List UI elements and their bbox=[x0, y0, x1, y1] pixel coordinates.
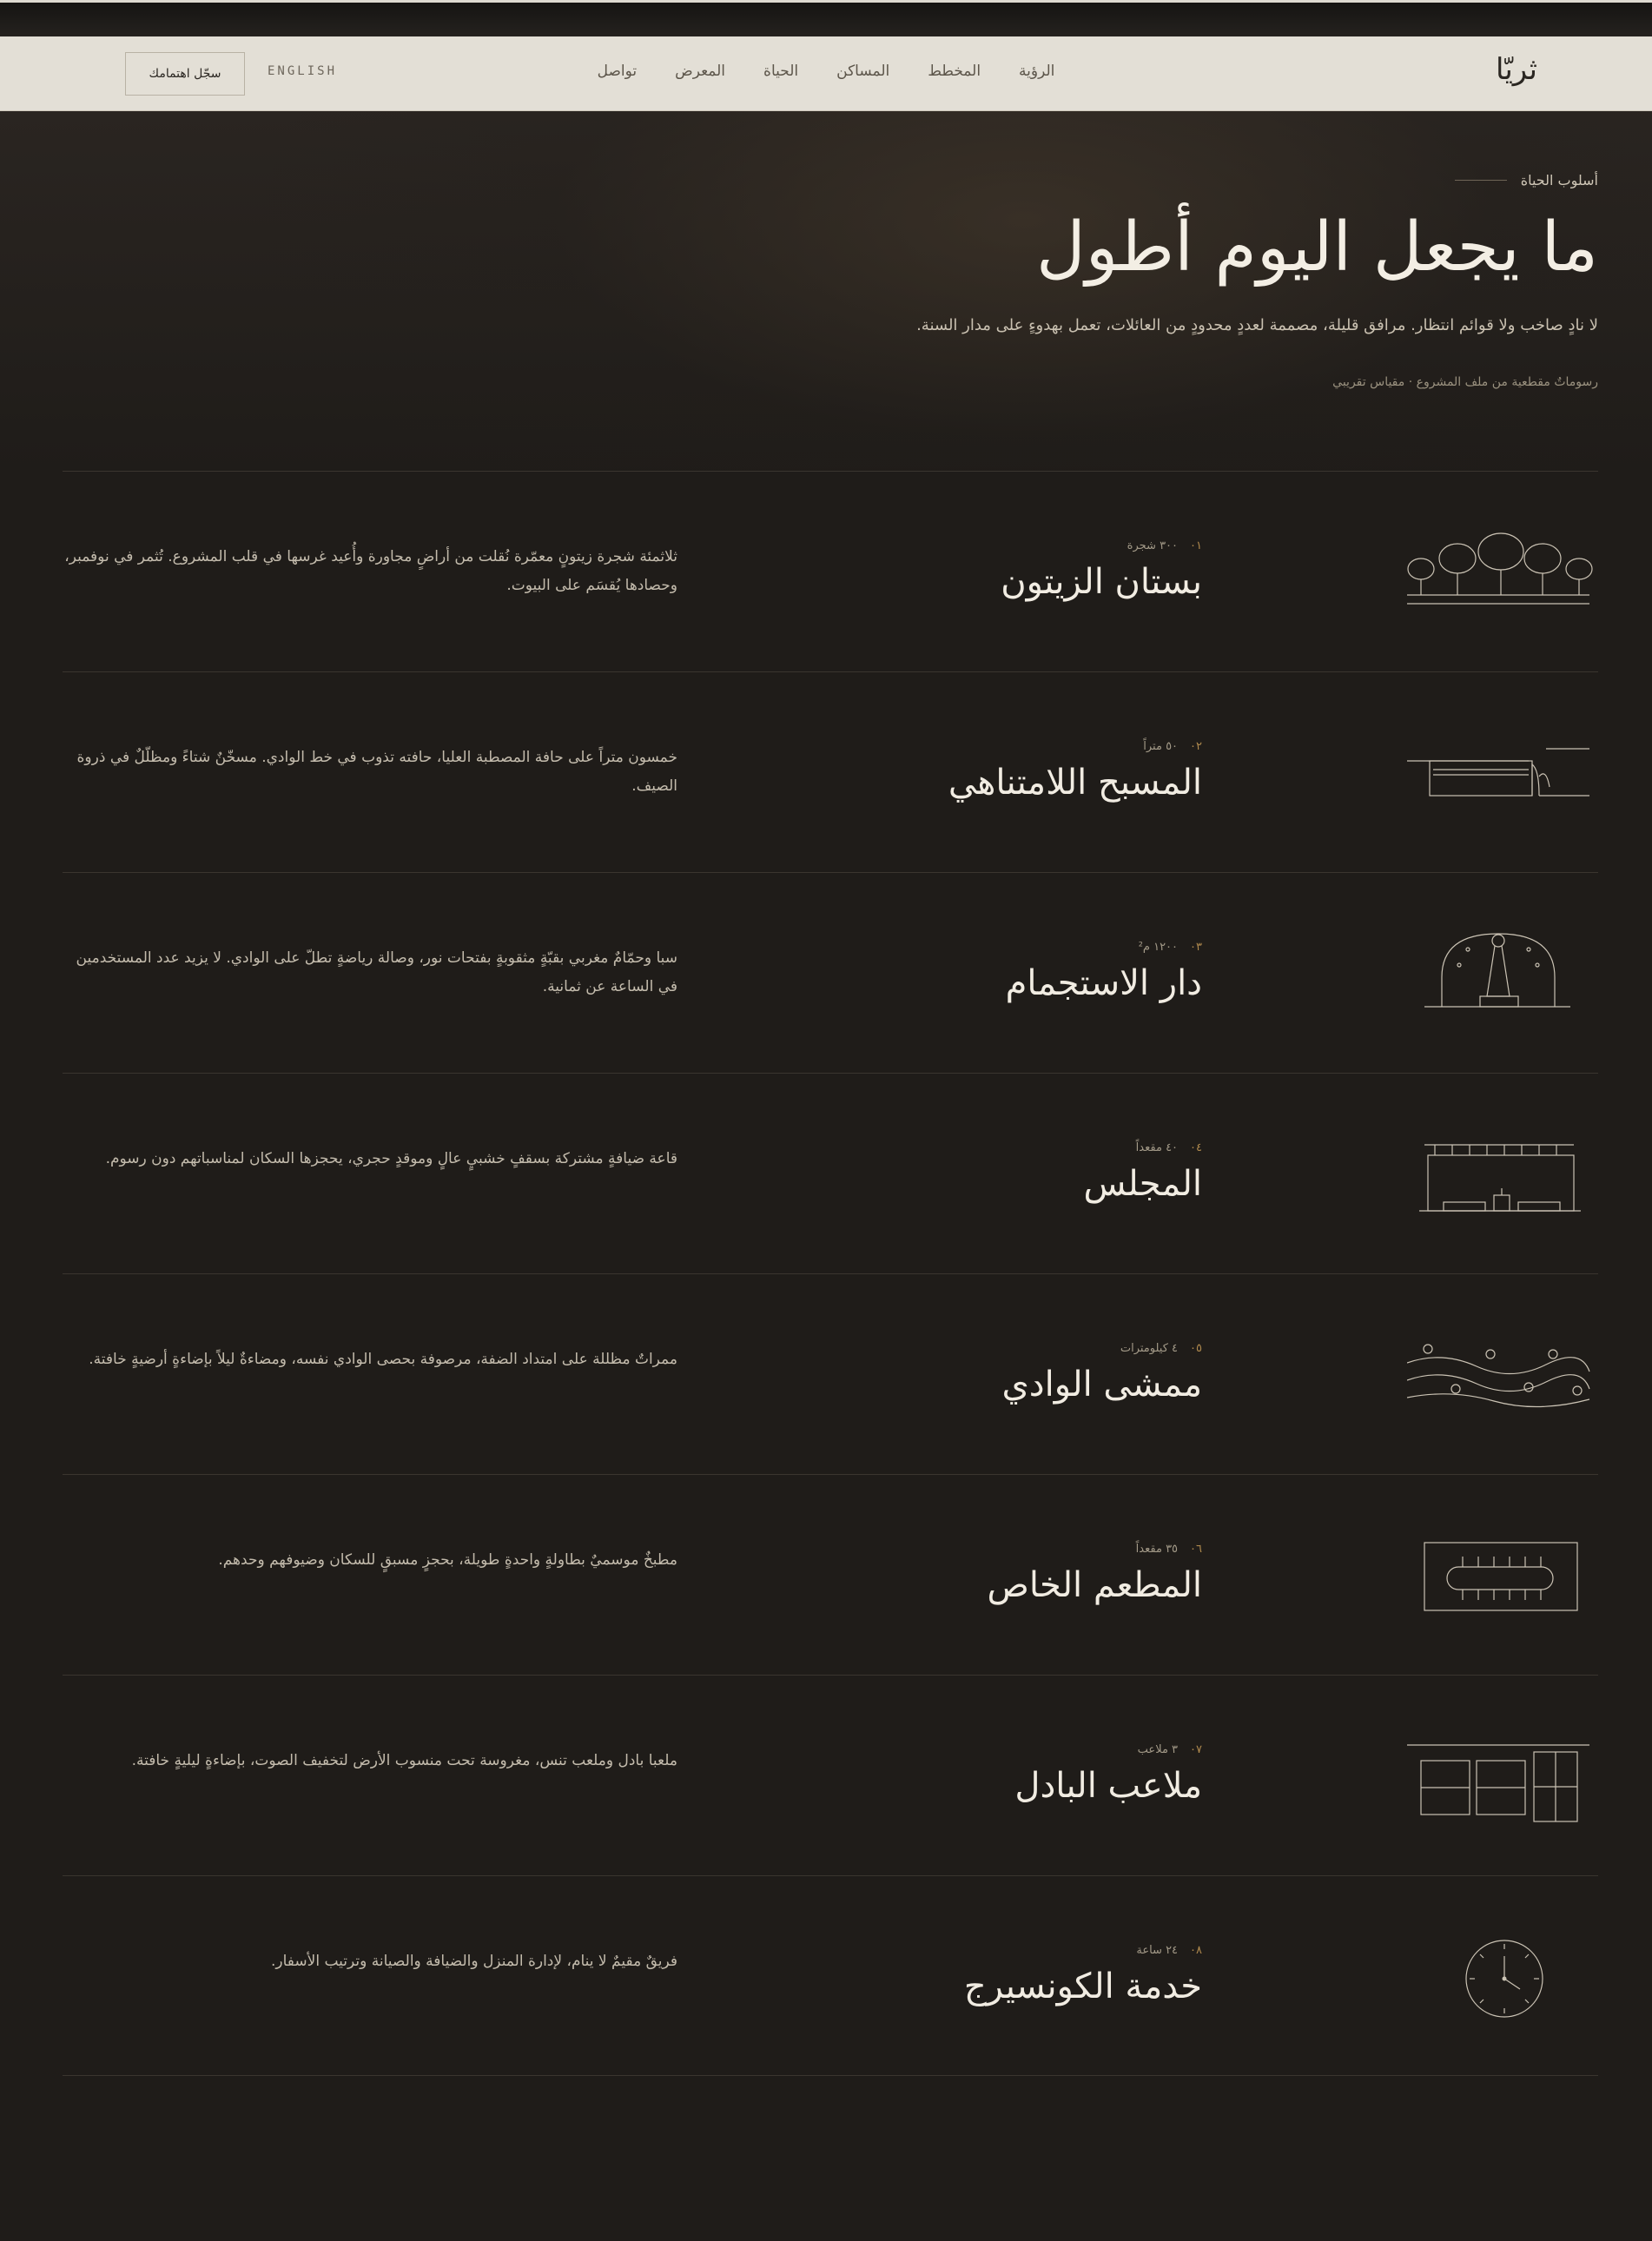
amenity-number: ٠٨ bbox=[1190, 1944, 1202, 1957]
amenity-description: ثلاثمئة شجرة زيتونٍ معمّرة نُقلت من أراضٍ مجاورة وأُعيد غرسها في قلب المشروع. تُثمر في نوفمبر، وحصادها يُقسَم على البيوت. bbox=[64, 548, 677, 594]
amenity-number: ٠٢ bbox=[1190, 740, 1202, 753]
amenity-metric: ٢٤ ساعة bbox=[1136, 1944, 1179, 1957]
hero-note: رسوماتٌ مقطعية من ملف المشروع · مقياس تقريبي bbox=[1332, 375, 1598, 389]
amenity-title: المجلس bbox=[1083, 1164, 1202, 1204]
amenity-row bbox=[63, 872, 1598, 1073]
logo[interactable]: ثريّا bbox=[1495, 52, 1537, 87]
amenity-title: بستان الزيتون bbox=[1001, 562, 1202, 602]
hall-icon bbox=[1407, 1126, 1598, 1223]
amenity-number: ٠٥ bbox=[1190, 1342, 1202, 1355]
amenity-description: ممراتٌ مظللة على امتداد الضفة، مرصوفة بحصى الوادي نفسه، ومضاءةٌ ليلاً بإضاءةٍ أرضيةٍ خافتة. bbox=[89, 1351, 677, 1368]
amenity-description: ملعبا بادل وملعب تنس، مغروسة تحت منسوب الأرض لتخفيف الصوت، بإضاءةٍ ليليةٍ خافتة. bbox=[131, 1752, 677, 1769]
amenity-metric: ٣ ملاعب bbox=[1137, 1743, 1179, 1756]
amenities-list bbox=[63, 471, 1598, 2076]
amenity-meta bbox=[1138, 1743, 1202, 1756]
amenity-row bbox=[63, 471, 1598, 671]
table-icon bbox=[1407, 1527, 1598, 1624]
amenity-row bbox=[63, 671, 1598, 872]
hero bbox=[0, 111, 1652, 472]
amenity-title: خدمة الكونسيرج bbox=[963, 1967, 1202, 2006]
amenity-meta bbox=[1136, 1141, 1202, 1154]
nav-link-residences[interactable]: المساكن bbox=[836, 63, 890, 80]
amenity-row bbox=[63, 1073, 1598, 1273]
page-title: ما يجعل اليوم أطول bbox=[1036, 208, 1598, 287]
nav-link-contact[interactable]: تواصل bbox=[597, 63, 638, 80]
amenity-meta bbox=[1136, 1543, 1202, 1556]
amenity-meta bbox=[1120, 1342, 1202, 1355]
eyebrow-divider bbox=[1455, 180, 1507, 181]
dome-icon bbox=[1407, 925, 1598, 1022]
amenity-row bbox=[63, 1474, 1598, 1675]
amenity-number: ٠٤ bbox=[1190, 1141, 1202, 1154]
amenity-title: ملاعب البادل bbox=[1014, 1766, 1202, 1806]
amenity-row bbox=[63, 1675, 1598, 1875]
olive-trees-icon bbox=[1407, 524, 1598, 621]
amenity-meta bbox=[1143, 740, 1202, 753]
amenity-number: ٠١ bbox=[1190, 539, 1202, 552]
amenity-metric: ٥٠ متراً bbox=[1143, 740, 1179, 753]
amenity-meta bbox=[1136, 1944, 1202, 1957]
hero-subtitle: لا نادٍ صاخب ولا قوائم انتظار. مرافق قليلة، مصممة لعددٍ محدودٍ من العائلات، تعمل بهدوءٍ على مدار السنة. bbox=[916, 316, 1598, 334]
amenity-number: ٠٦ bbox=[1190, 1543, 1202, 1556]
amenity-description: قاعة ضيافةٍ مشتركة بسقفٍ خشبيٍ عالٍ وموقدٍ حجري، يحجزها السكان لمناسباتهم دون رسوم. bbox=[105, 1150, 677, 1167]
eyebrow-label: أسلوب الحياة bbox=[1520, 172, 1598, 188]
language-switch[interactable]: ENGLISH bbox=[268, 64, 338, 78]
courts-icon bbox=[1407, 1728, 1598, 1825]
amenity-row bbox=[63, 1273, 1598, 1474]
nav-link-masterplan[interactable]: المخطط bbox=[928, 63, 981, 80]
trail-icon bbox=[1407, 1326, 1598, 1424]
top-strip bbox=[0, 0, 1652, 36]
amenity-number: ٠٣ bbox=[1190, 941, 1202, 954]
amenity-title: دار الاستجمام bbox=[1005, 963, 1202, 1003]
amenity-metric: ٤ كيلومترات bbox=[1120, 1342, 1179, 1355]
amenity-metric: ٣٠٠ شجرة bbox=[1127, 539, 1179, 552]
amenity-metric: ١٢٠٠ م² bbox=[1138, 941, 1179, 954]
amenity-row bbox=[63, 1875, 1598, 2076]
amenity-meta bbox=[1127, 539, 1202, 552]
amenity-description: فريقٌ مقيمٌ لا ينام، لإدارة المنزل والضيافة والصيانة وترتيب الأسفار. bbox=[271, 1953, 677, 1970]
amenity-metric: ٣٥ مقعداً bbox=[1135, 1543, 1179, 1556]
amenity-metric: ٤٠ مقعداً bbox=[1135, 1141, 1179, 1154]
amenity-number: ٠٧ bbox=[1190, 1743, 1202, 1756]
nav-link-gallery[interactable]: المعرض bbox=[675, 63, 726, 80]
navbar bbox=[0, 36, 1652, 111]
amenity-title: المطعم الخاص bbox=[987, 1565, 1202, 1605]
amenity-description: خمسون متراً على حافة المصطبة العليا، حافته تذوب في خط الوادي. مسخّنٌ شتاءً ومظلّلٌ في ذروة الصيف. bbox=[76, 749, 677, 795]
amenity-description: سبا وحمّامٌ مغربي بقبّةٍ مثقوبةٍ بفتحات نور، وصالة رياضةٍ تطلّ على الوادي. لا يزيد عدد المستخدمين في الساعة عن ثمانية. bbox=[76, 949, 677, 995]
amenity-title: ممشى الوادي bbox=[1001, 1365, 1202, 1405]
nav-link-vision[interactable]: الرؤية bbox=[1019, 63, 1055, 80]
pool-icon bbox=[1407, 724, 1598, 822]
amenity-meta bbox=[1139, 941, 1202, 954]
amenity-description: مطبخٌ موسميٌ بطاولةٍ واحدةٍ طويلة، بحجزٍ مسبقٍ للسكان وضيوفهم وحدهم. bbox=[218, 1551, 677, 1569]
amenity-title: المسبح اللامتناهي bbox=[948, 763, 1202, 803]
register-interest-button[interactable]: سجّل اهتمامك bbox=[125, 52, 245, 96]
nav-link-life[interactable]: الحياة bbox=[763, 63, 799, 80]
clock-icon bbox=[1407, 1928, 1598, 2026]
nav-links bbox=[0, 63, 1652, 80]
hero-eyebrow bbox=[1455, 172, 1598, 188]
